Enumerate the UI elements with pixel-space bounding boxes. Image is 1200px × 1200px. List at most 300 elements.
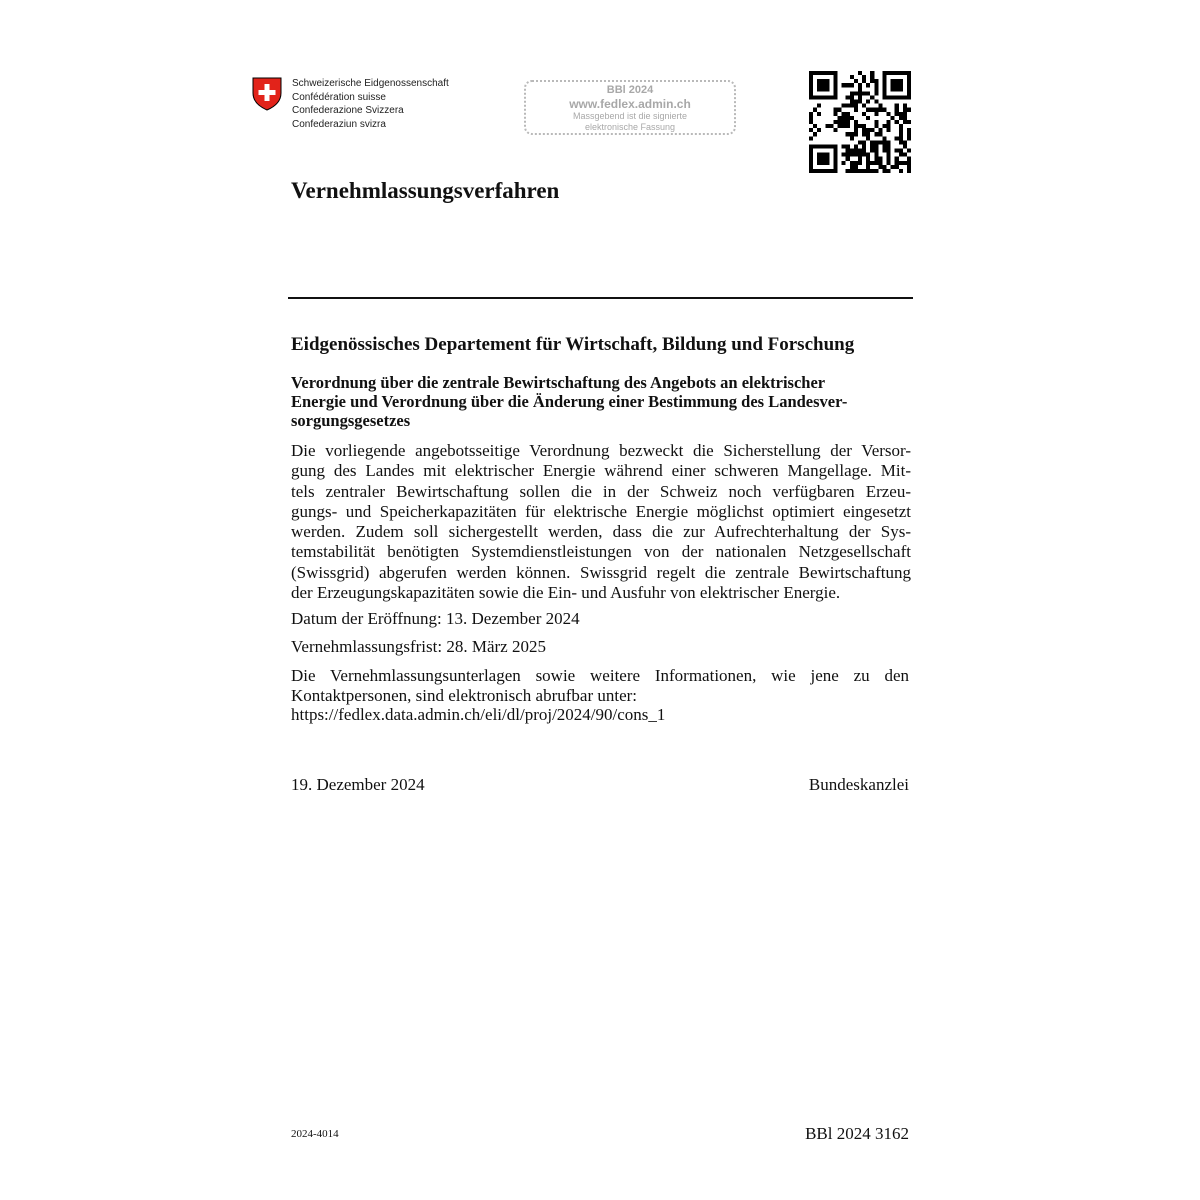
qr-module xyxy=(866,157,870,161)
qr-module xyxy=(862,149,866,153)
confederation-names xyxy=(292,77,449,131)
qr-module xyxy=(882,149,886,153)
subject-line: Energie und Verordnung über die Änderung einer Bestimmung des Landesver- xyxy=(291,392,848,411)
qr-module xyxy=(887,144,891,148)
qr-module xyxy=(870,79,874,83)
qr-module xyxy=(874,108,878,112)
qr-module xyxy=(850,149,854,153)
qr-module xyxy=(862,132,866,136)
qr-module xyxy=(882,108,886,112)
qr-module xyxy=(842,161,846,165)
stamp-note-2: elektronische Fassung xyxy=(584,122,676,132)
qr-module xyxy=(817,104,821,108)
qr-module xyxy=(858,157,862,161)
qr-module xyxy=(895,108,899,112)
qr-module xyxy=(809,116,813,120)
qr-module xyxy=(825,87,829,91)
info-line: Kontaktpersonen, sind elektronisch abrufbar unter: xyxy=(291,685,638,705)
qr-module xyxy=(878,165,882,169)
qr-module xyxy=(907,95,911,99)
qr-module xyxy=(817,153,821,157)
qr-module xyxy=(846,83,850,87)
qr-module xyxy=(850,116,854,120)
qr-module xyxy=(903,144,907,148)
qr-module xyxy=(854,132,858,136)
confederation-name-de: Schweizerische Eidgenossenschaft xyxy=(292,78,449,89)
qr-module xyxy=(874,169,878,173)
qr-module xyxy=(809,161,813,165)
qr-module xyxy=(882,79,886,83)
qr-module xyxy=(907,120,911,124)
qr-module xyxy=(821,87,825,91)
qr-module xyxy=(882,169,886,173)
qr-module xyxy=(846,149,850,153)
qr-module xyxy=(833,75,837,79)
qr-module xyxy=(854,128,858,132)
qr-module xyxy=(858,83,862,87)
qr-module xyxy=(825,169,829,173)
qr-module xyxy=(899,132,903,136)
qr-module xyxy=(895,165,899,169)
qr-module xyxy=(866,100,870,104)
qr-module xyxy=(833,144,837,148)
qr-module xyxy=(850,75,854,79)
qr-module xyxy=(817,169,821,173)
qr-module xyxy=(903,120,907,124)
body-line: gung des Landes mit elektrischer Energie während einer schweren Mangellage. Mit- xyxy=(291,461,911,481)
qr-module xyxy=(833,108,837,112)
qr-module xyxy=(842,104,846,108)
qr-module xyxy=(817,157,821,161)
qr-module xyxy=(854,149,858,153)
qr-module xyxy=(891,87,895,91)
qr-module xyxy=(809,95,813,99)
subject-line: Verordnung über die zentrale Bewirtschaftung des Angebots an elektrischer xyxy=(291,373,826,392)
qr-module xyxy=(899,153,903,157)
qr-module xyxy=(887,161,891,165)
qr-module xyxy=(907,79,911,83)
qr-module xyxy=(858,169,862,173)
qr-module xyxy=(870,108,874,112)
qr-module xyxy=(809,136,813,140)
qr-module xyxy=(809,79,813,83)
qr-module xyxy=(850,104,854,108)
qr-module xyxy=(887,128,891,132)
publication-date: 19. Dezember 2024 xyxy=(291,775,425,794)
qr-module xyxy=(809,144,813,148)
qr-module xyxy=(882,87,886,91)
qr-module xyxy=(817,79,821,83)
qr-module xyxy=(821,157,825,161)
body-line: (Swissgrid) abgerufen werden können. Swissgrid regelt die zentrale Bewirtschaftung xyxy=(291,562,911,582)
qr-module xyxy=(821,71,825,75)
qr-module xyxy=(887,95,891,99)
qr-module xyxy=(887,120,891,124)
qr-module xyxy=(838,116,842,120)
qr-module xyxy=(858,91,862,95)
footer-reference: BBl 2024 3162 xyxy=(805,1124,909,1143)
qr-module xyxy=(866,136,870,140)
qr-module xyxy=(907,108,911,112)
qr-module xyxy=(858,124,862,128)
qr-module xyxy=(903,71,907,75)
qr-module xyxy=(825,153,829,157)
qr-module xyxy=(850,165,854,169)
info-line: Die Vernehmlassungsunterlagen sowie weitere Informationen, wie jene zu den xyxy=(291,666,909,685)
subject-line: sorgungsgesetzes xyxy=(291,411,411,430)
qr-module xyxy=(850,153,854,157)
qr-module xyxy=(878,132,882,136)
qr-module xyxy=(809,120,813,124)
qr-module xyxy=(887,124,891,128)
qr-module xyxy=(842,112,846,116)
qr-module xyxy=(825,95,829,99)
qr-module xyxy=(821,169,825,173)
qr-module xyxy=(878,104,882,108)
subject-heading xyxy=(291,373,911,430)
qr-module xyxy=(866,132,870,136)
qr-module xyxy=(846,169,850,173)
qr-module xyxy=(833,157,837,161)
qr-module xyxy=(829,124,833,128)
qr-module xyxy=(846,157,850,161)
qr-module xyxy=(887,153,891,157)
qr-module xyxy=(842,144,846,148)
qr-module xyxy=(882,140,886,144)
qr-module xyxy=(882,91,886,95)
qr-module xyxy=(813,169,817,173)
qr-module xyxy=(866,91,870,95)
qr-module xyxy=(858,149,862,153)
qr-module xyxy=(874,100,878,104)
qr-module xyxy=(833,95,837,99)
qr-module xyxy=(846,104,850,108)
qr-module xyxy=(854,108,858,112)
qr-module xyxy=(907,87,911,91)
qr-module xyxy=(829,71,833,75)
qr-module xyxy=(862,153,866,157)
qr-module xyxy=(907,91,911,95)
qr-module xyxy=(817,83,821,87)
qr-module xyxy=(874,144,878,148)
qr-module xyxy=(854,91,858,95)
consultation-link[interactable]: https://fedlex.data.admin.ch/eli/dl/proj/2024/90/cons_1 xyxy=(291,705,666,724)
qr-module xyxy=(833,91,837,95)
qr-module xyxy=(887,157,891,161)
qr-module xyxy=(862,75,866,79)
body-line: temstabilität benötigten Systemdienstleistungen von der nationalen Netzgesellschaft xyxy=(291,542,911,562)
qr-module xyxy=(907,149,911,153)
qr-module xyxy=(874,83,878,87)
stamp-url: www.fedlex.admin.ch xyxy=(569,97,691,111)
confederation-name-rm: Confederaziun svizra xyxy=(292,118,386,130)
qr-module xyxy=(895,83,899,87)
qr-module xyxy=(895,95,899,99)
qr-module xyxy=(850,83,854,87)
qr-module xyxy=(866,128,870,132)
qr-module xyxy=(825,79,829,83)
qr-module xyxy=(907,83,911,87)
qr-module xyxy=(899,79,903,83)
qr-module xyxy=(854,79,858,83)
qr-module xyxy=(842,120,846,124)
qr-module xyxy=(887,71,891,75)
qr-module xyxy=(842,124,846,128)
qr-module xyxy=(895,120,899,124)
qr-module xyxy=(907,169,911,173)
qr-module xyxy=(846,116,850,120)
qr-module xyxy=(862,140,866,144)
qr-module xyxy=(870,75,874,79)
qr-module xyxy=(833,71,837,75)
qr-module xyxy=(813,95,817,99)
qr-module xyxy=(874,79,878,83)
qr-module xyxy=(850,169,854,173)
qr-module xyxy=(903,104,907,108)
qr-module xyxy=(809,83,813,87)
qr-module xyxy=(809,75,813,79)
qr-module xyxy=(907,75,911,79)
qr-module xyxy=(850,161,854,165)
qr-module xyxy=(878,157,882,161)
qr-module xyxy=(895,161,899,165)
qr-module xyxy=(874,112,878,116)
qr-module xyxy=(862,104,866,108)
qr-module xyxy=(838,120,842,124)
signer: Bundeskanzlei xyxy=(808,775,909,794)
qr-module xyxy=(895,79,899,83)
qr-module xyxy=(891,95,895,99)
qr-module xyxy=(895,104,899,108)
qr-module xyxy=(862,112,866,116)
qr-module xyxy=(899,95,903,99)
qr-module xyxy=(838,124,842,128)
qr-module xyxy=(899,128,903,132)
qr-module xyxy=(854,100,858,104)
qr-module xyxy=(891,83,895,87)
qr-module xyxy=(809,71,813,75)
qr-module xyxy=(821,161,825,165)
body-line: Die vorliegende angebotsseitige Verordnung bezweckt die Sicherstellung der Versor- xyxy=(291,441,911,460)
qr-module xyxy=(895,149,899,153)
qr-module xyxy=(862,79,866,83)
qr-module xyxy=(903,140,907,144)
body-line: gungs- und Speicherkapazitäten für elektrische Energie möglichst optimiert eingesetzt xyxy=(291,501,911,521)
qr-module xyxy=(874,153,878,157)
qr-module xyxy=(850,132,854,136)
qr-module xyxy=(833,120,837,124)
qr-module xyxy=(895,136,899,140)
qr-module xyxy=(813,132,817,136)
qr-module xyxy=(833,169,837,173)
qr-module xyxy=(846,95,850,99)
title-divider xyxy=(288,297,913,299)
qr-module xyxy=(903,112,907,116)
consultation-deadline: Vernehmlassungsfrist: 28. März 2025 xyxy=(291,637,546,656)
qr-module xyxy=(850,95,854,99)
qr-module xyxy=(821,153,825,157)
qr-module xyxy=(870,161,874,165)
qr-module xyxy=(854,104,858,108)
qr-module xyxy=(882,95,886,99)
department-heading: Eidgenössisches Departement für Wirtschaft, Bildung und Forschung xyxy=(291,334,855,355)
qr-module xyxy=(874,149,878,153)
qr-module xyxy=(878,128,882,132)
qr-module xyxy=(821,83,825,87)
qr-module xyxy=(854,161,858,165)
qr-module xyxy=(813,124,817,128)
qr-module xyxy=(821,144,825,148)
qr-module xyxy=(874,91,878,95)
qr-module xyxy=(899,87,903,91)
qr-module xyxy=(858,161,862,165)
qr-module xyxy=(833,153,837,157)
qr-module xyxy=(829,169,833,173)
qr-module xyxy=(899,169,903,173)
qr-module xyxy=(870,140,874,144)
qr-module xyxy=(833,87,837,91)
qr-module xyxy=(870,144,874,148)
qr-module xyxy=(809,157,813,161)
qr-module xyxy=(825,157,829,161)
qr-module xyxy=(899,161,903,165)
qr-module xyxy=(866,165,870,169)
qr-module xyxy=(882,144,886,148)
qr-module xyxy=(899,136,903,140)
qr-module xyxy=(854,169,858,173)
qr-module xyxy=(846,132,850,136)
qr-module xyxy=(833,128,837,132)
qr-module xyxy=(854,153,858,157)
info-paragraph xyxy=(291,666,909,725)
qr-module xyxy=(813,108,817,112)
body-line: tels zentraler Bewirtschaftung sollen die in der Schweiz noch verfügbaren Erzeu- xyxy=(291,481,911,501)
page-title: Vernehmlassungsverfahren xyxy=(291,178,560,203)
qr-module xyxy=(858,71,862,75)
qr-module xyxy=(858,95,862,99)
qr-module xyxy=(870,71,874,75)
qr-module xyxy=(907,161,911,165)
qr-module xyxy=(858,87,862,91)
qr-module xyxy=(895,112,899,116)
qr-module xyxy=(825,124,829,128)
qr-module xyxy=(809,112,813,116)
qr-module xyxy=(854,120,858,124)
qr-module xyxy=(850,91,854,95)
qr-module xyxy=(907,165,911,169)
qr-module xyxy=(907,136,911,140)
qr-module xyxy=(825,83,829,87)
qr-module xyxy=(833,112,837,116)
qr-module xyxy=(899,71,903,75)
qr-module xyxy=(821,79,825,83)
qr-module xyxy=(870,128,874,132)
qr-module xyxy=(899,140,903,144)
qr-module xyxy=(882,165,886,169)
qr-module xyxy=(842,116,846,120)
qr-module xyxy=(899,83,903,87)
qr-module xyxy=(862,169,866,173)
qr-module xyxy=(866,116,870,120)
qr-module xyxy=(862,91,866,95)
qr-module xyxy=(882,83,886,87)
qr-module xyxy=(891,116,895,120)
qr-module xyxy=(887,169,891,173)
qr-module xyxy=(870,169,874,173)
qr-module xyxy=(882,124,886,128)
swiss-cross-shield-icon xyxy=(252,77,282,111)
body-line: werden. Zudem soll sichergestellt werden, dass die zur Aufrechterhaltung der Sys- xyxy=(291,522,911,542)
qr-module xyxy=(833,165,837,169)
qr-module xyxy=(882,136,886,140)
confederation-name-fr: Confédération suisse xyxy=(292,91,386,103)
qr-module xyxy=(846,124,850,128)
qr-module xyxy=(825,161,829,165)
qr-module xyxy=(854,165,858,169)
body-paragraph xyxy=(291,441,911,603)
qr-module xyxy=(866,83,870,87)
qr-module xyxy=(817,71,821,75)
qr-module xyxy=(874,120,878,124)
qr-module xyxy=(899,149,903,153)
qr-module xyxy=(838,108,842,112)
confederation-name-it: Confederazione Svizzera xyxy=(292,105,404,116)
qr-module xyxy=(825,71,829,75)
qr-module xyxy=(809,169,813,173)
qr-module xyxy=(817,95,821,99)
qr-module xyxy=(846,144,850,148)
qr-module xyxy=(858,153,862,157)
qr-module xyxy=(866,108,870,112)
qr-module xyxy=(825,144,829,148)
qr-module xyxy=(899,124,903,128)
qr-module xyxy=(833,149,837,153)
qr-module xyxy=(846,112,850,116)
qr-module xyxy=(878,140,882,144)
qr-module xyxy=(850,136,854,140)
qr-module xyxy=(887,112,891,116)
qr-module xyxy=(903,95,907,99)
qr-module xyxy=(870,149,874,153)
qr-module xyxy=(829,144,833,148)
qr-module xyxy=(882,71,886,75)
stamp-note-1: Massgebend ist die signierte xyxy=(572,111,688,121)
qr-module xyxy=(817,112,821,116)
qr-module xyxy=(821,95,825,99)
qr-module xyxy=(895,157,899,161)
qr-module xyxy=(833,83,837,87)
qr-module xyxy=(813,71,817,75)
qr-module xyxy=(903,153,907,157)
qr-module xyxy=(866,161,870,165)
qr-module xyxy=(842,83,846,87)
stamp-bbl: BBl 2024 xyxy=(606,84,654,96)
qr-module xyxy=(907,157,911,161)
qr-module xyxy=(829,95,833,99)
qr-module xyxy=(899,116,903,120)
qr-module xyxy=(858,140,862,144)
qr-module xyxy=(862,128,866,132)
qr-module xyxy=(817,144,821,148)
qr-module xyxy=(874,132,878,136)
qr-module xyxy=(874,161,878,165)
qr-module xyxy=(817,87,821,91)
qr-module xyxy=(891,71,895,75)
qr-module xyxy=(878,161,882,165)
qr-module xyxy=(854,124,858,128)
qr-module xyxy=(903,108,907,112)
qr-module xyxy=(907,132,911,136)
